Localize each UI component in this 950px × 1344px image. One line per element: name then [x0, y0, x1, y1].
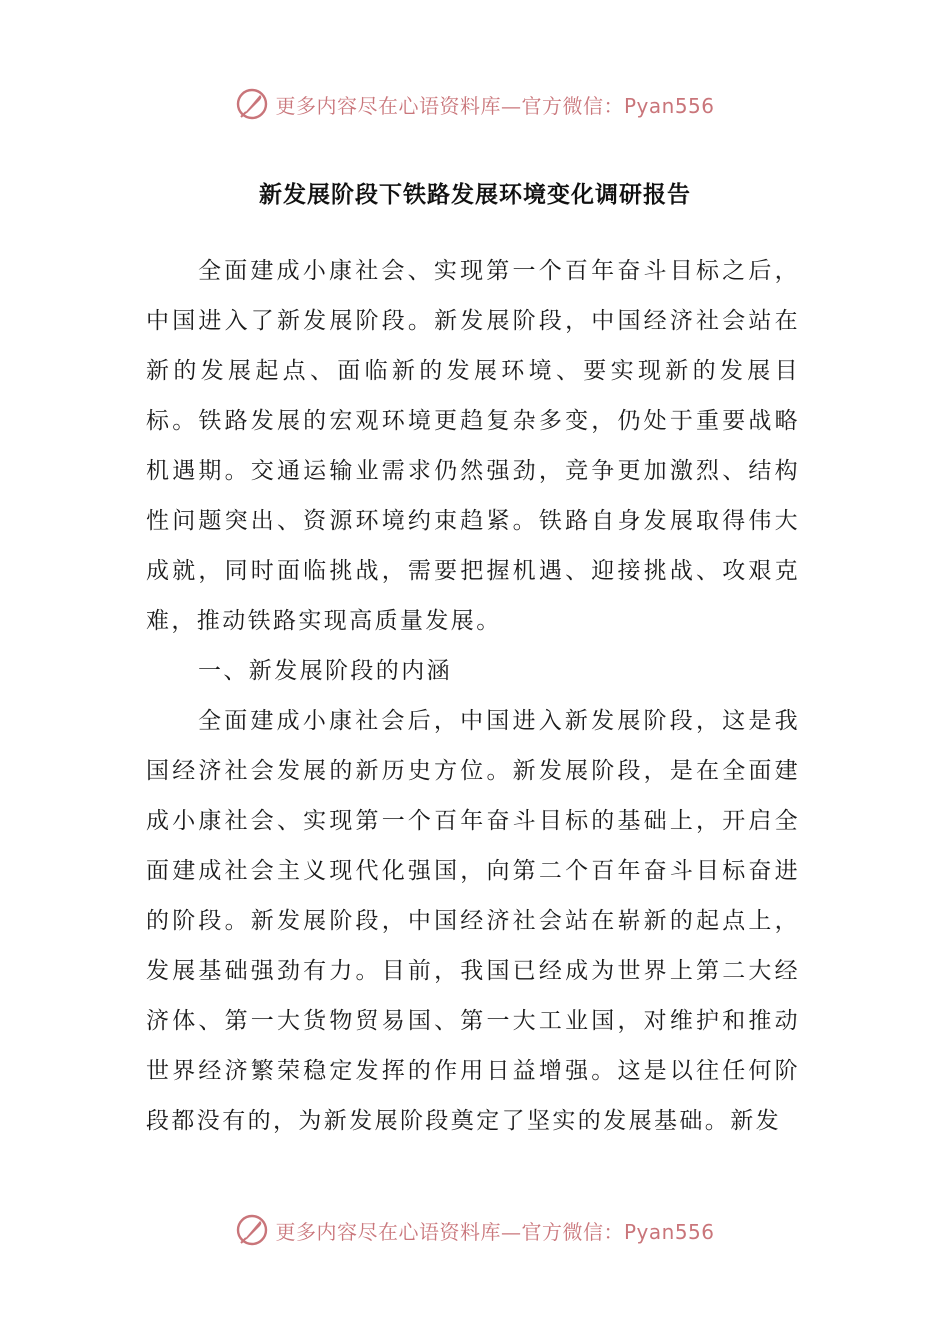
paragraph-intro: 全面建成小康社会、实现第一个百年奋斗目标之后，中国进入了新发展阶段。新发展阶段，中国经济社会站在新的发展起点、面临新的发展环境、要实现新的发展目标。铁路发展的宏观环境更趋复杂多变，仍处于重要战略机遇期。交通运输业需求仍然强劲，竞争更加激烈、结构性问题突出、资源环境约束趋紧。铁路自身发展取得伟大成就，同时面临挑战，需要把握机遇、迎接挑战、攻艰克难，推动铁路实现高质量发展。 [146, 258, 800, 634]
paragraph-section-1: 全面建成小康社会后，中国进入新发展阶段，这是我国经济社会发展的新历史方位。新发展阶段，是在全面建成小康社会、实现第一个百年奋斗目标的基础上，开启全面建成社会主义现代化强国，向第二个百年奋斗目标奋进的阶段。新发展阶段，中国经济社会站在崭新的起点上，发展基础强劲有力。目前，我国已经成为世界上第二大经济体、第一大货物贸易国、第一大工业国，对维护和推动世界经济繁荣稳定发挥的作用日益增强。这是以往任何阶段都没有的，为新发展阶段奠定了坚实的发展基础。新发 [146, 708, 800, 1134]
section-heading: 一、新发展阶段的内涵 [198, 658, 452, 684]
watermark-handle: Pyan556 [623, 93, 715, 118]
watermark-banner-bottom [0, 1210, 950, 1250]
quill-logo-icon [235, 87, 269, 121]
document-title: 新发展阶段下铁路发展环境变化调研报告 [259, 182, 691, 208]
watermark-handle: Pyan556 [623, 1219, 715, 1244]
watermark-banner-top [0, 84, 950, 124]
document-body [146, 246, 800, 1146]
watermark-text: 更多内容尽在心语资料库—官方微信：Pyan556 [275, 93, 715, 118]
watermark-text: 更多内容尽在心语资料库—官方微信：Pyan556 [275, 1219, 715, 1244]
quill-logo-icon [235, 1213, 269, 1247]
